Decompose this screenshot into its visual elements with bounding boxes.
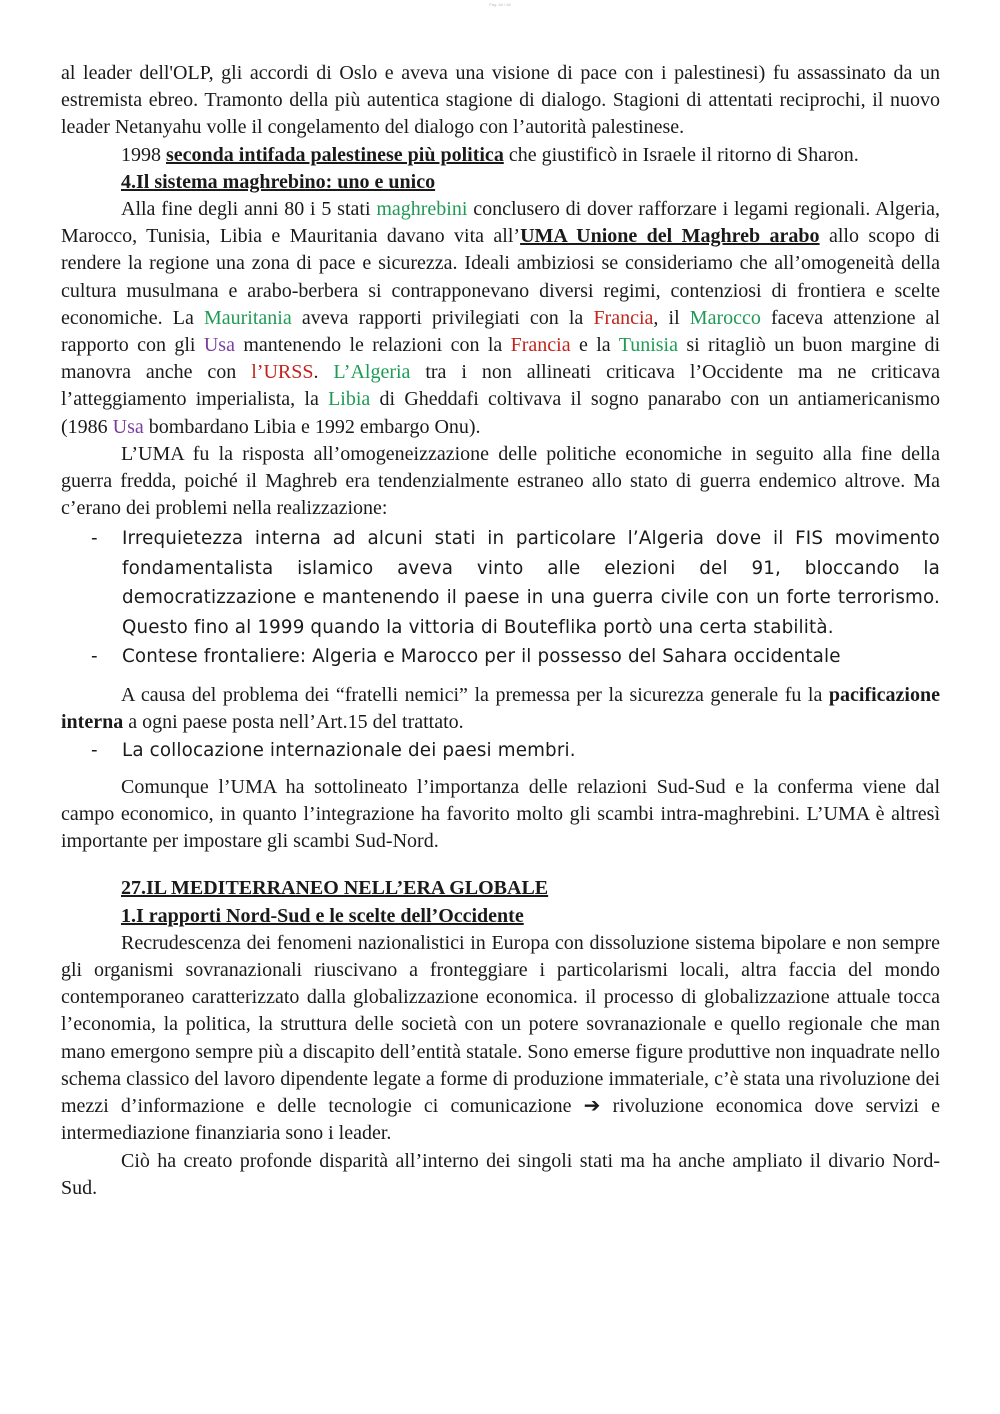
text-run: di Gheddafi coltivava il sogno panarabo con un antiamericanismo (1986 bbox=[61, 388, 940, 438]
term-francia: Francia bbox=[510, 334, 571, 357]
bullet-dash: - bbox=[91, 740, 98, 762]
spacer bbox=[61, 766, 940, 774]
text-run: mantenendo le relazioni con la bbox=[234, 334, 511, 357]
spacer bbox=[61, 672, 940, 682]
term-francia: Francia bbox=[593, 306, 654, 329]
text-run: rivoluzione economica dove servizi e intermediazione finanziaria sono i leader. bbox=[61, 1095, 940, 1145]
list-item-text: Irrequietezza interna ad alcuni stati in particolare l’Algeria dove il FIS movimento fondamentalista islamico aveva vinto alle elezioni del 91, bloccando la democratizzazione e mantenendo il paese in una guerra civile con un forte terrorismo. Questo fino al 1999 quando la vittoria di Bouteflika portò una certa stabilità. bbox=[122, 528, 940, 638]
text-run: bombardano Libia e 1992 embargo Onu). bbox=[143, 415, 481, 438]
text-run: faceva attenzione al rapporto con gli bbox=[61, 306, 940, 357]
term-pacificazione: pacificazione interna bbox=[61, 683, 940, 734]
text-run: a ogni paese posta nell’Art.15 del trattato. bbox=[123, 711, 464, 734]
list-item-text: La collocazione internazionale dei paesi membri. bbox=[122, 740, 576, 762]
list-item bbox=[61, 524, 940, 642]
term-marocco: Marocco bbox=[689, 306, 761, 329]
heading-nord-sud: 1.I rapporti Nord-Sud e le scelte dell’Occidente bbox=[121, 904, 524, 927]
term-uma: UMA Unione del Maghreb arabo bbox=[520, 225, 820, 248]
text-run: Alla fine degli anni 80 i 5 stati bbox=[121, 198, 377, 221]
bullet-dash: - bbox=[91, 528, 98, 550]
text-run: , il bbox=[653, 306, 690, 329]
heading-chapter: 27.IL MEDITERRANEO NELL’ERA GLOBALE bbox=[121, 877, 549, 900]
paragraph-globalizzazione bbox=[61, 930, 940, 1148]
bullet-dash: - bbox=[91, 646, 98, 668]
heading-maghreb: 4.Il sistema maghrebino: uno e unico bbox=[121, 170, 436, 193]
intifada-year: 1998 bbox=[121, 143, 166, 166]
paragraph-sud-sud: Comunque l’UMA ha sottolineato l’importanza delle relazioni Sud-Sud e la conferma viene dal campo economico, in quanto l’integrazione ha favorito molto gli scambi intra-maghrebini. L’UMA è altresì importante per impostare gli scambi Sud-Nord. bbox=[61, 775, 940, 853]
problems-list bbox=[61, 524, 940, 672]
document-body bbox=[61, 60, 940, 1202]
page-mark: Pag. ## / ## bbox=[489, 2, 511, 7]
term-libia: Libia bbox=[328, 388, 371, 411]
paragraph-uma bbox=[61, 196, 940, 441]
membership-list bbox=[61, 736, 940, 766]
text-run: Recrudescenza dei fenomeni nazionalistici in Europa con dissoluzione sistema bipolare e non sempre gli organismi sovranazionali riuscivano a fronteggiare i particolarismi locali, altra faccia del mondo contemporaneo caratterizzato dalla globalizzazione economica. il processo di globalizzazione attuale tocca l’economia, la politica, la struttura delle società con un potere sovranazionale e quello regionale che man mano emergono sempre più a discapito dell’entità statale. Sono emerse figure produttive non inquadrate nello schema classico del lavoro dipendente legate a forme di produzione immateriale, c’è stata una rivoluzione dei mezzi d’informazione e delle tecnologie ci comunicazione bbox=[61, 931, 940, 1118]
term-algeria: L’Algeria bbox=[333, 361, 411, 384]
term-tunisia: Tunisia bbox=[618, 334, 678, 357]
spacer bbox=[61, 855, 940, 875]
intifada-highlight: seconda intifada palestinese più politica bbox=[166, 143, 504, 166]
text-run: A causa del problema dei “fratelli nemici” la premessa per la sicurezza generale fu la bbox=[121, 683, 829, 706]
arrow-icon: ➔ bbox=[583, 1095, 601, 1118]
term-usa: Usa bbox=[112, 415, 144, 438]
text-run: si ritagliò un buon margine di manovra anche con bbox=[61, 334, 941, 384]
paragraph-olp: al leader dell'OLP, gli accordi di Oslo e aveva una visione di pace con i palestinesi) fu assassinato da un estremista ebreo. Tramonto della più autentica stagione di dialogo. Stagioni di attentati reciprochi, il nuovo leader Netanyahu volle il congelamento del dialogo con l’autorità palestinese. bbox=[61, 62, 940, 139]
text-run: aveva rapporti privilegiati con la bbox=[291, 306, 594, 329]
text-run: allo scopo di rendere la regione una zona di pace e sicurezza. Ideali ambiziosi se consideriamo che all’omogeneità della cultura musulmana e arabo-berbera si contrapponevano diversi regimi, contenziosi di frontiera e scelte economiche. La bbox=[61, 225, 940, 329]
term-usa: Usa bbox=[203, 334, 235, 357]
list-item-text: Contese frontaliere: Algeria e Marocco per il possesso del Sahara occidentale bbox=[122, 646, 841, 668]
term-mauritania: Mauritania bbox=[203, 306, 292, 329]
term-maghrebini: maghrebini bbox=[376, 198, 468, 221]
text-run: tra i non allineati criticava l’Occidente ma ne criticava l’atteggiamento imperialista, la bbox=[61, 361, 940, 411]
text-run: . bbox=[313, 361, 334, 384]
paragraph-fratelli-nemici bbox=[61, 682, 940, 736]
list-item bbox=[61, 736, 940, 766]
list-item bbox=[61, 642, 940, 672]
paragraph-divario: Ciò ha creato profonde disparità all’interno dei singoli stati ma ha anche ampliato il divario Nord-Sud. bbox=[61, 1149, 940, 1199]
text-run: e la bbox=[570, 334, 619, 357]
intifada-rest: che giustificò in Israele il ritorno di Sharon. bbox=[503, 143, 859, 166]
paragraph-uma-response: L’UMA fu la risposta all’omogeneizzazione delle politiche economiche in seguito alla fine della guerra fredda, poiché il Maghreb era tendenzialmente estraneo allo stato di guerra endemico altrove. Ma c’erano dei problemi nella realizzazione: bbox=[61, 442, 940, 520]
paragraph-intifada bbox=[61, 142, 940, 169]
term-urss: l’URSS bbox=[251, 361, 314, 384]
text-run: conclusero di dover rafforzare i legami regionali. Algeria, Marocco, Tunisia, Libia e Mauritania davano vita all’ bbox=[61, 198, 941, 248]
